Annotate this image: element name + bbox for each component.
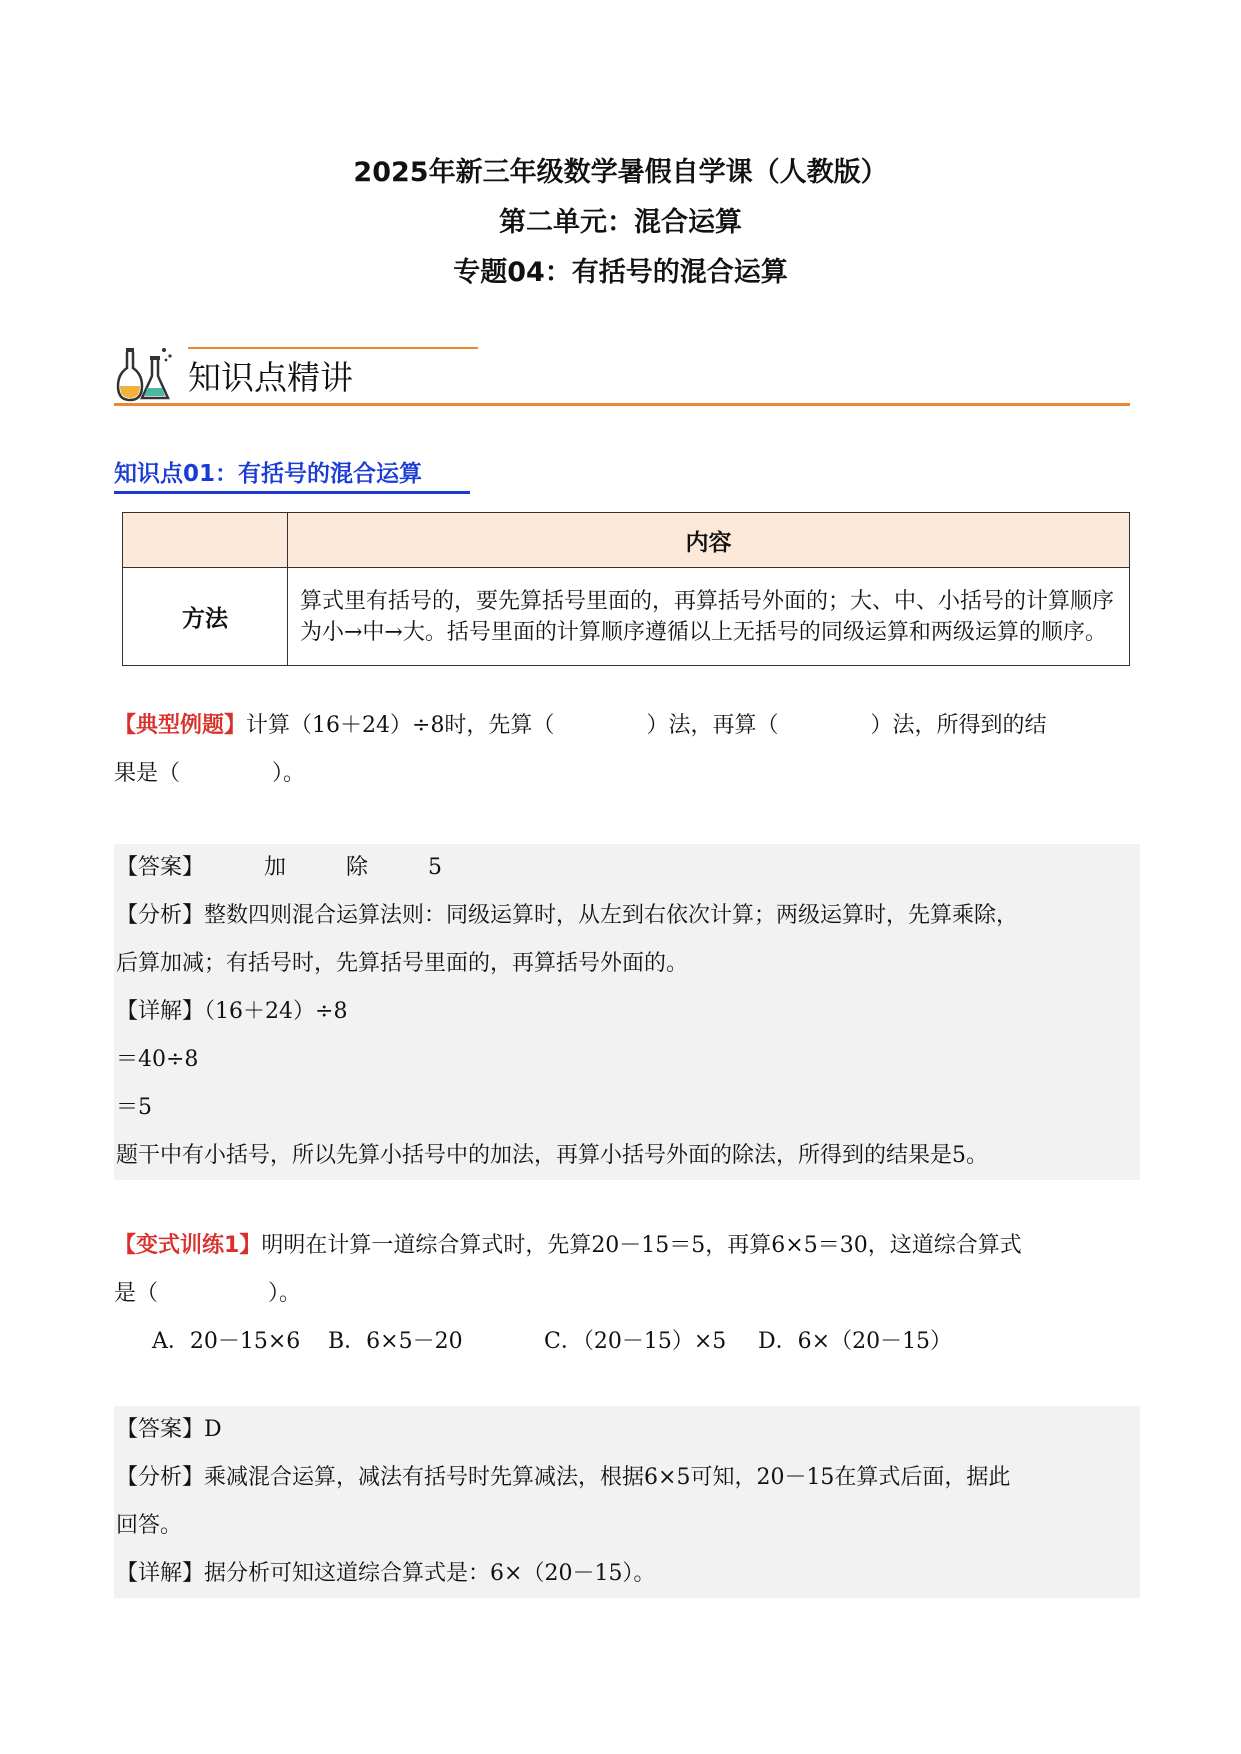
v1-analysis-line-1: 乘减混合运算，减法有括号时先算减法，根据6×5可知，20－15在算式后面，据此 bbox=[204, 1465, 1011, 1490]
table-corner-cell bbox=[123, 513, 288, 568]
title-line-1: 2025年新三年级数学暑假自学课（人教版） bbox=[353, 157, 888, 188]
variant1-q-line2b: ）。 bbox=[268, 1281, 302, 1306]
detail-line-2: ＝40÷8 bbox=[116, 1047, 199, 1072]
banner-title: 知识点精讲 bbox=[188, 358, 353, 397]
example-answer-box bbox=[114, 844, 1140, 1180]
heading-underline bbox=[114, 491, 470, 494]
variant1-question bbox=[114, 1222, 1132, 1366]
example-tag: 【典型例题】 bbox=[114, 713, 247, 738]
example-q-part1: 计算（16＋24）÷8时，先算（ bbox=[246, 713, 555, 738]
v1-answer: D bbox=[204, 1417, 222, 1442]
example-question bbox=[114, 702, 1132, 798]
detail-line-1: （16＋24）÷8 bbox=[204, 999, 348, 1024]
example-q-line2a: 果是（ bbox=[114, 761, 181, 786]
section-banner bbox=[114, 340, 1130, 410]
variant1-q-line1: 明明在计算一道综合算式时，先算20－15＝5，再算6×5＝30，这道综合算式 bbox=[261, 1233, 1022, 1258]
example-q-line2b: ）。 bbox=[272, 761, 306, 786]
v1-detail-line-1: 据分析可知这道综合算式是：6×（20－15）。 bbox=[204, 1561, 656, 1586]
detail-label: 【详解】 bbox=[116, 999, 205, 1024]
title-line-2: 第二单元：混合运算 bbox=[499, 207, 742, 238]
banner-top-rule bbox=[188, 347, 478, 349]
table-row-label: 方法 bbox=[123, 568, 288, 666]
table-row-text: 算式里有括号的，要先算括号里面的，再算括号外面的；大、中、小括号的计算顺序为小→中→大。括号里面的计算顺序遵循以上无括号的同级运算和两级运算的顺序。 bbox=[288, 568, 1130, 666]
flask-icon bbox=[114, 344, 176, 406]
variant1-tag: 【变式训练1】 bbox=[114, 1233, 262, 1258]
example-q-part3: ）法，所得到的结 bbox=[870, 713, 1047, 738]
v1-analysis-label: 【分析】 bbox=[116, 1465, 205, 1490]
option-c: C．（20－15）×5 bbox=[544, 1329, 727, 1354]
table-header-content: 内容 bbox=[288, 513, 1130, 568]
title-line-3: 专题04：有括号的混合运算 bbox=[453, 257, 788, 288]
option-d: D．6×（20－15） bbox=[758, 1329, 953, 1354]
method-table bbox=[122, 512, 1130, 666]
detail-line-4: 题干中有小括号，所以先算小括号中的加法，再算小括号外面的除法，所得到的结果是5。 bbox=[116, 1143, 989, 1168]
v1-detail-label: 【详解】 bbox=[116, 1561, 205, 1586]
variant1-q-line2a: 是（ bbox=[114, 1281, 159, 1306]
answer-3: 5 bbox=[428, 855, 443, 880]
analysis-label: 【分析】 bbox=[116, 903, 205, 928]
variant1-answer-box bbox=[114, 1406, 1140, 1598]
document-title bbox=[0, 148, 1241, 298]
answer-label: 【答案】 bbox=[116, 855, 205, 880]
v1-analysis-line-2: 回答。 bbox=[116, 1513, 183, 1538]
option-a: A．20－15×6 bbox=[152, 1329, 301, 1354]
example-q-part2: ）法，再算（ bbox=[646, 713, 779, 738]
analysis-line-2: 后算加减；有括号时，先算括号里面的，再算括号外面的。 bbox=[116, 951, 689, 976]
knowledge-point-heading: 知识点01：有括号的混合运算 bbox=[114, 461, 423, 487]
detail-line-3: ＝5 bbox=[116, 1095, 152, 1120]
answer-2: 除 bbox=[346, 855, 369, 880]
analysis-line-1: 整数四则混合运算法则：同级运算时，从左到右依次计算；两级运算时，先算乘除， bbox=[204, 903, 1019, 928]
v1-answer-label: 【答案】 bbox=[116, 1417, 205, 1442]
answer-1: 加 bbox=[264, 855, 287, 880]
banner-rule bbox=[114, 403, 1130, 406]
option-b: B．6×5－20 bbox=[328, 1329, 463, 1354]
